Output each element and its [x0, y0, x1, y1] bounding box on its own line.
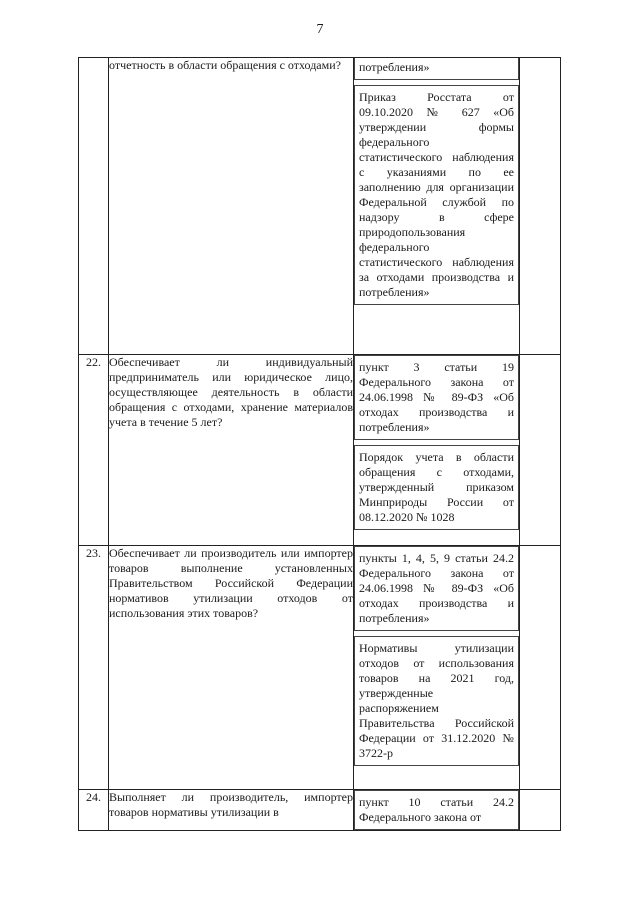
- legal-reference: пункты 1, 4, 5, 9 статьи 24.2 Федерального закона от 24.06.1998 № 89-ФЗ «Об отходах производства и потребления»: [354, 546, 519, 631]
- legal-references: [354, 58, 520, 355]
- answer-cell: [520, 355, 561, 546]
- answer-cell: [520, 790, 561, 831]
- table-row: [79, 355, 561, 546]
- table-row: [79, 58, 561, 355]
- table-row: [79, 790, 561, 831]
- legal-references: [354, 546, 520, 790]
- question-text: Обеспечивает ли индивидуальный предприниматель или юридическое лицо, осуществляющее деятельность в области обращения с отходами, хранение материалов учета в течение 5 лет?: [109, 355, 354, 546]
- question-text: Обеспечивает ли производитель или импортер товаров выполнение установленных Правительством Российской Федерации нормативов утилизации отходов от использования этих товаров?: [109, 546, 354, 790]
- row-number: 24.: [79, 790, 109, 831]
- legal-reference: Нормативы утилизации отходов от использования товаров на 2021 год, утвержденные распоряжением Правительства Российской Федерации от 31.12.2020 № 3722-р: [354, 636, 519, 766]
- question-text: Выполняет ли производитель, импортер товаров нормативы утилизации в: [109, 790, 354, 831]
- answer-cell: [520, 58, 561, 355]
- legal-references: [354, 790, 520, 831]
- row-number: [79, 58, 109, 355]
- row-number: 22.: [79, 355, 109, 546]
- legal-reference: потребления»: [354, 58, 519, 80]
- question-text: отчетность в области обращения с отходами?: [109, 58, 354, 355]
- legal-references: [354, 355, 520, 546]
- answer-cell: [520, 546, 561, 790]
- page-number: 7: [316, 22, 324, 37]
- legal-reference: пункт 3 статьи 19 Федерального закона от 24.06.1998 № 89-ФЗ «Об отходах производства и потребления»: [354, 355, 519, 440]
- legal-reference: Порядок учета в области обращения с отходами, утвержденный приказом Минприроды России от 08.12.2020 № 1028: [354, 445, 519, 530]
- legal-reference: Приказ Росстата от 09.10.2020 № 627 «Об утверждении формы федерального статистического наблюдения с указаниями по ее заполнению для организации Федеральной службой по надзору в сфере природопользования федерального статистического наблюдения за отходами производства и потребления»: [354, 85, 519, 305]
- legal-reference: пункт 10 статьи 24.2 Федерального закона от: [354, 790, 519, 830]
- table-row: [79, 546, 561, 790]
- requirements-table: [78, 57, 561, 831]
- row-number: 23.: [79, 546, 109, 790]
